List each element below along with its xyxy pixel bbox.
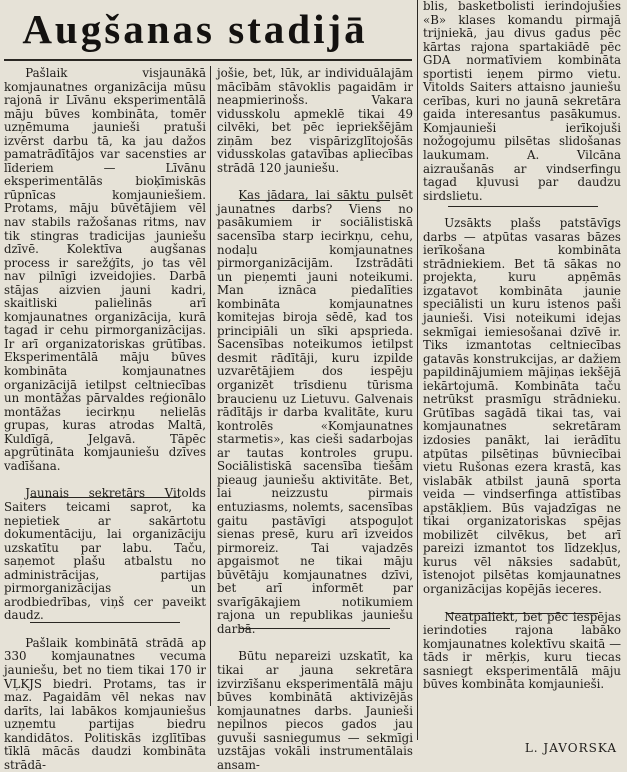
col3-paragraph-1: blis, basketbolisti ierindojušies «B» klases komandu pirmajā trijniekā, jau divus gadus pēc kārtas rajona spartakiādē pēc GDA normatīviem kombināta sportisti ieņem pirmo vietu. Vitolds Saiters attaisno jauniešu cerības, kuri no jaunā sekretāra gaida interesantus pasākumus. Komjaunieši ierīkojuši nožogojumu pilsētas slidošanas laukumam. A. Vilcāna aizraušanās ar vindserfingu tagad kļuvusi par daudzu sirdslietu.: [423, 0, 621, 203]
col1-paragraph-3: Pašlaik kombinātā strādā ap 330 komjaunatnes vecuma jauniešu, bet no tiem tikai 170 ir VĻKJS biedri. Protams, tas ir maz. Pagaidām vēl nekas nav darīts, lai labākos komjauniešus uzņemtu partijas biedru kandidātos. Politiskās izglītības tīklā mācās daudzi kombināta strādā-: [4, 635, 206, 772]
author-signature: L. JAVORSKA: [524, 741, 617, 755]
column-rule-2: [417, 0, 418, 740]
col2-paragraph-3: Būtu nepareizi uzskatīt, ka tikai ar jauna sekretāra izvirzīšanu eksperimentālā māju būves kombinātā aktivizējās komjaunatnes darbs. Jaunieši nepilnos piecos gados jau guvuši sasniegumus — sekmīgi uzstājas vokāli instrumentālais ansam-: [217, 649, 413, 772]
article-title: Augšanas stadijā: [22, 6, 368, 52]
article-column-1: [4, 67, 206, 772]
article-column-3: [423, 0, 621, 692]
col1-paragraph-2: Jaunais sekretārs Vitolds Saiters teicami saprot, ka nepietiek ar sakārtotu dokumentāciju, lai organizāciju uzskatītu par labu. Taču, saņemot plašu atbalstu no administrācijas, partijas pirmorganizācijas un arodbiedrības, viņš cer paveikt daudz.: [4, 486, 206, 623]
col3-paragraph-3: Neatpaliekt, bet pēc iespējas ierindoties rajona labāko komjaunatnes kolektīvu skaitā — tāds ir mērķis, kuru tiecas sasniegt eksperimentālā māju būves kombināta komjaunieši.: [423, 609, 621, 692]
title-rule: [4, 59, 412, 61]
column-rule-1: [210, 66, 211, 706]
col1-paragraph-1: Pašlaik visjaunākā komjaunatnes organizācija mūsu rajonā ir Līvānu eksperimentālā māju būves kombināta, tomēr uzņēmuma jaunieši pratuši izvērst darbu tā, ka jau dažos pamatrādītājos var sacensties ar līderiem — Līvānu eksperimentālās bioķīmiskās rūpnīcas komjauniešiem. Protams, māju būvētājiem vēl nav stabils ražošanas ritms, nav tik stingras tradicijas jauniešu dzīvē. Kolektīva augšanas process ir sarežģīts, jo tas vēl nav pilnīgi izveidojies. Darbā stājas aizvien jauni kadri, skaitliski palielinās arī komjaunatnes organizācija, kurā tagad ir cehu pirmorganizācijas. Ir arī organizatoriskas grūtības. Eksperimentālā māju būves kombināta komjaunatnes organizācijā ietilpst celtniecības un montāžas pārvaldes reģionālo montāžas iecirkņu nelielās grupas, kuras atrodas Maltā, Kuldīgā, Jelgavā. Tāpēc apgrūtināta komjauniešu dzīves vadīšana.: [4, 66, 206, 473]
article-column-2: [217, 67, 413, 772]
col2-paragraph-1: jošie, bet, lūk, ar individuālajām mācībām stāvoklis pagaidām ir neapmierinošs. Vakara vidusskolu apmeklē tikai 49 cilvēki, bet pēc iepriekšējām ziņām bez vispārizglītojošās vidusskolas gatavības apliecības strādā 120 jauniešu.: [217, 66, 413, 175]
col2-paragraph-2: Kas jādara, lai sāktu pulsēt jaunatnes darbs? Viens no pasākumiem ir sociālistiskā sacensība starp iecirkņu, cehu, nodaļu komjaunatnes pirmorganizācijām. Izstrādāti un pieņemti jauni noteikumi. Man iznāca piedalīties kombināta komjaunatnes komitejas biroja sēdē, kad tos principiāli un sīki apsprieda. Sacensības noteikumos ietilpst desmit rādītāji, kuru izpilde uzvarētājiem dos iespēju organizēt trīsdienu tūrisma braucienu uz Lietuvu. Galvenais rādītājs ir darba kvalitāte, kuru kontrolēs «Komjaunatnes starmetis», kas cieši sadarbojas ar tautas kontroles grupu. Sociālistiskā sacensība tiešām pieaug jauniešu aktivitāte. Bet, lai neizzustu pirmais entuziasms, nolemts, sacensības gaitu pastāvīgi atspoguļot sienas presē, kuru arī izveidos pirmoreiz. Tai vajadzēs apgaismot ne tikai māju būvētāju komjaunatnes dzīvi, bet arī informēt par svarīgākajiem notikumiem rajona un republikas jauniešu darbā.: [217, 188, 413, 636]
col3-paragraph-2: Uzsākts plašs patstāvīgs darbs — atpūtas vasaras bāzes ierīkošana kombināta strādniekiem. Bet tā sākas no projekta, kuru apņēmās izgatavot kombināta jaunie speciālisti un kuru istenos paši jaunieši. Visi noteikumi idejas sekmīgai iemiesošanai dzīvē ir. Tiks izmantotas celtniecības gatavās konstrukcijas, ar dažiem papildinājumiem mājiņas iekšējā iekārtojumā. Kombināta taču netrūkst prasmīgu strādnieku. Grūtības sagādā tikai tas, vai komjaunatnes sekretāram izdosies panākt, lai ierādītu atpūtas pilsētiņas būvniecībai vietu Rušonas ezera krastā, kas vislabāk atbilst jaunā sporta veida — vindserfinga attīstības apstākļiem. Būs vajadzīgas ne tikai organizatoriskas spējas mobilizēt cilvēkus, bet arī pareizi izmantot tos līdzekļus, kurus vēl nāksies sadabūt, īstenojot pilsētas komjaunatnes organizācijas kopējās ieceres.: [423, 216, 621, 596]
